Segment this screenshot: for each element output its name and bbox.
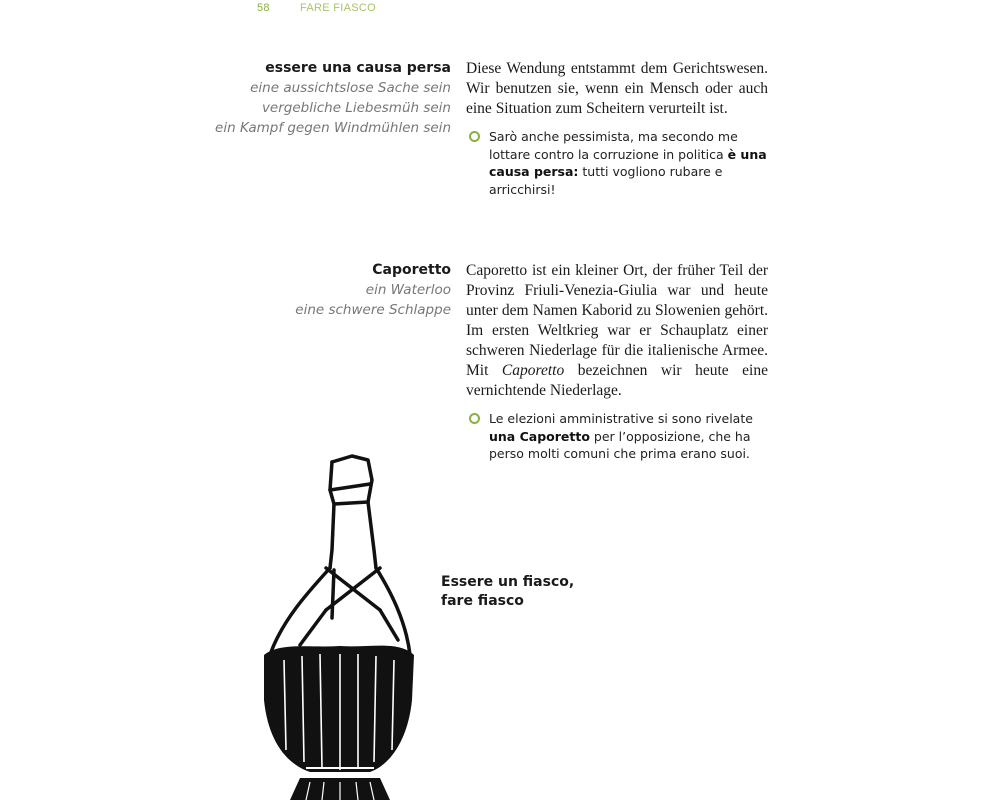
synonym: ein Waterloo [365,282,451,298]
synonym: ein Kampf gegen Windmühlen sein [215,120,451,136]
explanation [466,261,768,401]
example-highlight: una Caporetto [489,428,590,444]
explanation-italic-term: Caporetto [501,362,565,379]
caption-line: fare fiasco [441,593,524,609]
green-ring-bullet-icon [469,413,480,424]
explanation-text: bezeichnen wir heute eine vernichtende Niederlage. [466,362,768,399]
explanation-text: Caporetto ist ein kleiner Ort, der früher Teil der Provinz Friuli-Venezia-Giulia war und heute unter dem Namen Kaborid zu Slowenien gehört. Im ersten Weltkrieg war er Schauplatz einer schweren Niederlage für die italienische Armee. Mit [466,262,768,379]
entry-explanation-column [466,59,768,198]
example-sentence [466,410,768,463]
page-header [257,2,377,18]
running-title: FARE FIASCO [300,2,377,14]
page-number: 58 [257,2,270,14]
headword: Caporetto [372,262,451,278]
example-highlight: è una causa persa: [489,146,767,179]
example-text: Le elezioni amministrative si sono rivelate [489,411,753,426]
green-ring-bullet-icon [469,131,480,142]
entry-term-column [200,59,451,138]
headword: essere una causa persa [265,60,451,76]
example-sentence [466,128,768,198]
fiasco-wine-bottle-illustration [240,450,430,800]
entry-term-column [200,261,451,320]
synonym: eine schwere Schlappe [295,302,451,318]
entry-explanation-column [466,261,768,463]
synonym: vergebliche Liebesmüh sein [261,100,451,116]
caption-line: Essere un fiasco, [441,574,575,590]
example-text: tutti vogliono rubare e arricchirsi! [489,164,723,197]
synonym: eine aussichtslose Sache sein [250,80,451,96]
example-text: per l’opposizione, che ha perso molti comuni che prima erano suoi. [489,428,751,461]
example-text: Sarò anche pessimista, ma secondo me lottare contro la corruzione in politica [489,129,738,162]
illustration-caption [441,573,574,611]
explanation: Diese Wendung entstammt dem Gerichtswesen. Wir benutzen sie, wenn ein Mensch oder auch eine Situation zum Scheitern verurteilt ist. [466,60,768,117]
